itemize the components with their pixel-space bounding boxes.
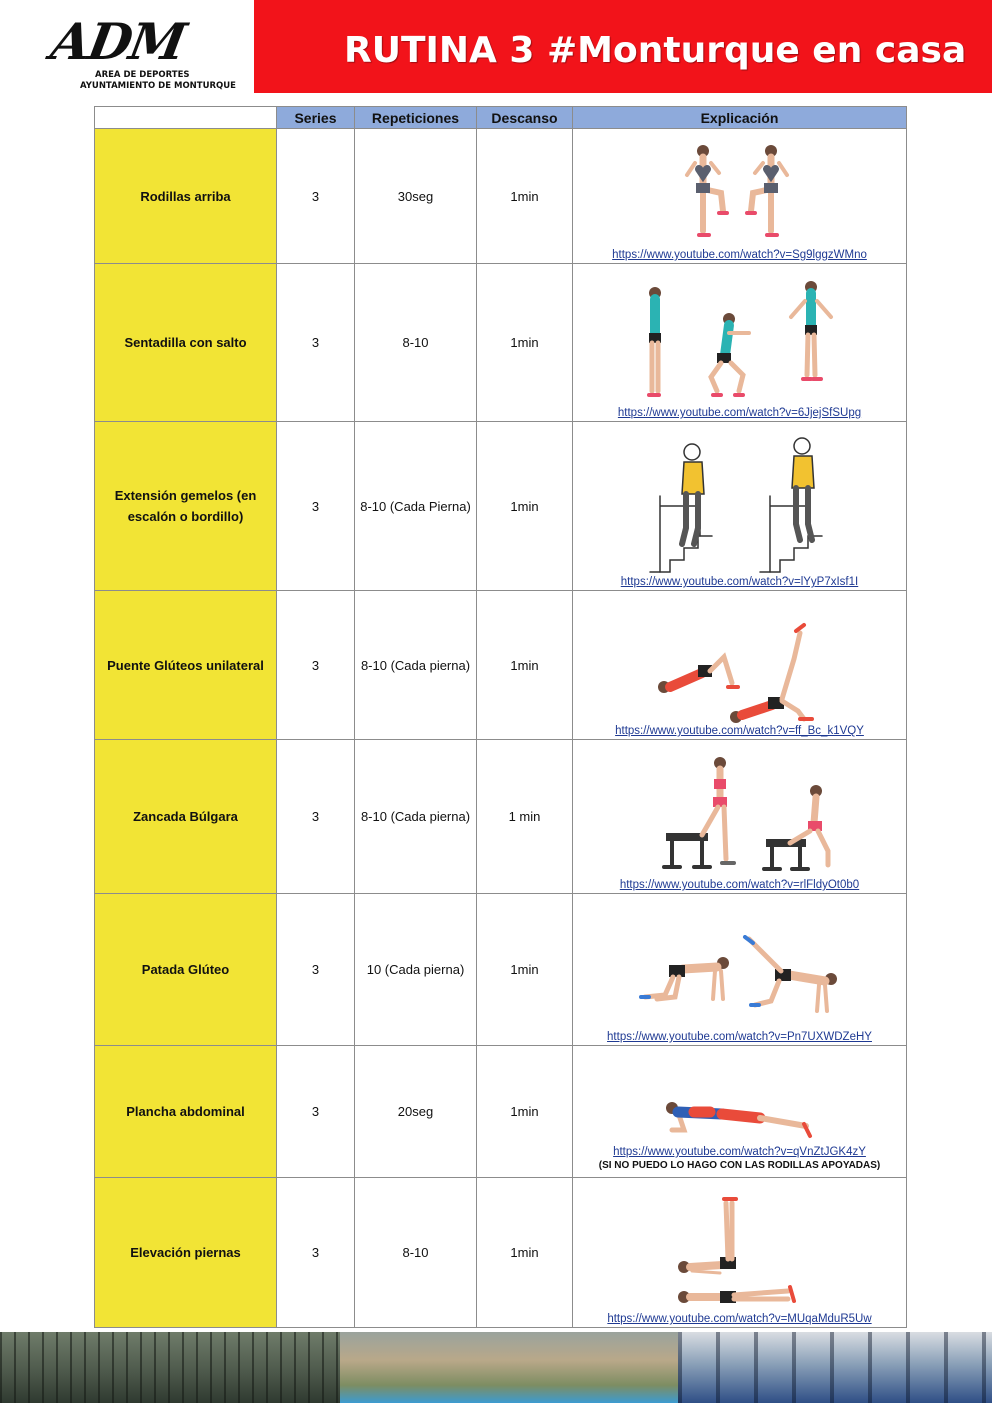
title-banner xyxy=(254,0,992,93)
reps-value: 8-10 (Cada Pierna) xyxy=(355,422,477,591)
video-link[interactable]: https://www.youtube.com/watch?v=6JjejSfSUpg xyxy=(617,407,862,419)
rest-value: 1min xyxy=(477,894,573,1046)
reps-value: 20seg xyxy=(355,1046,477,1178)
exercise-note: (SI NO PUEDO LO HAGO CON LAS RODILLAS APOYADAS) xyxy=(598,1160,881,1171)
explanation-cell xyxy=(573,422,907,591)
routine-table xyxy=(94,106,907,1328)
series-value: 3 xyxy=(277,1046,355,1178)
high-knees-illustration xyxy=(665,139,815,249)
explanation-cell xyxy=(573,894,907,1046)
logo-line-area: AREA DE DEPORTES xyxy=(95,70,190,80)
header-explicacion: Explicación xyxy=(573,107,907,129)
explanation-cell xyxy=(573,129,907,264)
video-link[interactable]: https://www.youtube.com/watch?v=ff_Bc_k1VQY xyxy=(615,725,864,737)
video-link[interactable]: https://www.youtube.com/watch?v=rlFldyOt0b0 xyxy=(619,879,860,891)
reps-value: 8-10 (Cada pierna) xyxy=(355,740,477,894)
series-value: 3 xyxy=(277,894,355,1046)
calf-raise-illustration xyxy=(640,436,840,576)
table-row xyxy=(95,422,907,591)
series-value: 3 xyxy=(277,129,355,264)
page-title: RUTINA 3 #Monturque en casa xyxy=(344,30,967,71)
video-link[interactable]: https://www.youtube.com/watch?v=lYyP7xIsf1I xyxy=(620,576,859,588)
table-row xyxy=(95,264,907,422)
series-value: 3 xyxy=(277,264,355,422)
plank-illustration xyxy=(660,1086,820,1146)
exercise-name: Zancada Búlgara xyxy=(95,740,277,894)
explanation-cell xyxy=(573,591,907,740)
exercise-name: Plancha abdominal xyxy=(95,1046,277,1178)
video-link[interactable]: https://www.youtube.com/watch?v=Sg9lggzWMno xyxy=(612,249,867,261)
rest-value: 1min xyxy=(477,422,573,591)
series-value: 3 xyxy=(277,740,355,894)
exercise-name: Elevación piernas xyxy=(95,1178,277,1328)
rest-value: 1min xyxy=(477,1046,573,1178)
explanation-cell xyxy=(573,1046,907,1178)
rest-value: 1 min xyxy=(477,740,573,894)
footer-photo-pool xyxy=(340,1332,678,1403)
glute-bridge-illustration xyxy=(650,613,830,725)
reps-value: 8-10 (Cada pierna) xyxy=(355,591,477,740)
glute-kickback-illustration xyxy=(635,935,845,1031)
exercise-name: Patada Glúteo xyxy=(95,894,277,1046)
table-header-row xyxy=(95,107,907,129)
exercise-name: Rodillas arriba xyxy=(95,129,277,264)
rest-value: 1min xyxy=(477,591,573,740)
exercise-name: Sentadilla con salto xyxy=(95,264,277,422)
series-value: 3 xyxy=(277,591,355,740)
header-blank xyxy=(95,107,277,129)
bulgarian-split-squat-illustration xyxy=(640,755,840,879)
header-descanso: Descanso xyxy=(477,107,573,129)
leg-raise-illustration xyxy=(670,1193,810,1313)
table-row xyxy=(95,740,907,894)
rest-value: 1min xyxy=(477,264,573,422)
explanation-cell xyxy=(573,264,907,422)
table-row xyxy=(95,894,907,1046)
series-value: 3 xyxy=(277,422,355,591)
jump-squat-illustration xyxy=(625,279,855,407)
explanation-cell xyxy=(573,740,907,894)
adm-logo xyxy=(46,10,242,92)
table-row xyxy=(95,129,907,264)
rest-value: 1min xyxy=(477,1178,573,1328)
logo-mark: ADM xyxy=(46,12,189,71)
logo-line-ayuntamiento: AYUNTAMIENTO DE MONTURQUE xyxy=(80,81,236,91)
video-link[interactable]: https://www.youtube.com/watch?v=Pn7UXWDZeHY xyxy=(607,1031,872,1043)
table-row xyxy=(95,1046,907,1178)
reps-value: 8-10 xyxy=(355,264,477,422)
video-link[interactable]: https://www.youtube.com/watch?v=MUqaMduR5Uw xyxy=(607,1313,872,1325)
reps-value: 8-10 xyxy=(355,1178,477,1328)
rest-value: 1min xyxy=(477,129,573,264)
series-value: 3 xyxy=(277,1178,355,1328)
header-series: Series xyxy=(277,107,355,129)
header-repeticiones: Repeticiones xyxy=(355,107,477,129)
footer-photo-strip xyxy=(0,1332,992,1403)
video-link[interactable]: https://www.youtube.com/watch?v=qVnZtJGK4zY xyxy=(613,1146,866,1158)
footer-photo-fence xyxy=(0,1332,340,1403)
table-row xyxy=(95,591,907,740)
exercise-name: Extensión gemelos (en escalón o bordillo) xyxy=(95,422,277,591)
reps-value: 10 (Cada pierna) xyxy=(355,894,477,1046)
explanation-cell xyxy=(573,1178,907,1328)
footer-photo-gym-machines xyxy=(678,1332,992,1403)
exercise-name: Puente Glúteos unilateral xyxy=(95,591,277,740)
table-row xyxy=(95,1178,907,1328)
reps-value: 30seg xyxy=(355,129,477,264)
